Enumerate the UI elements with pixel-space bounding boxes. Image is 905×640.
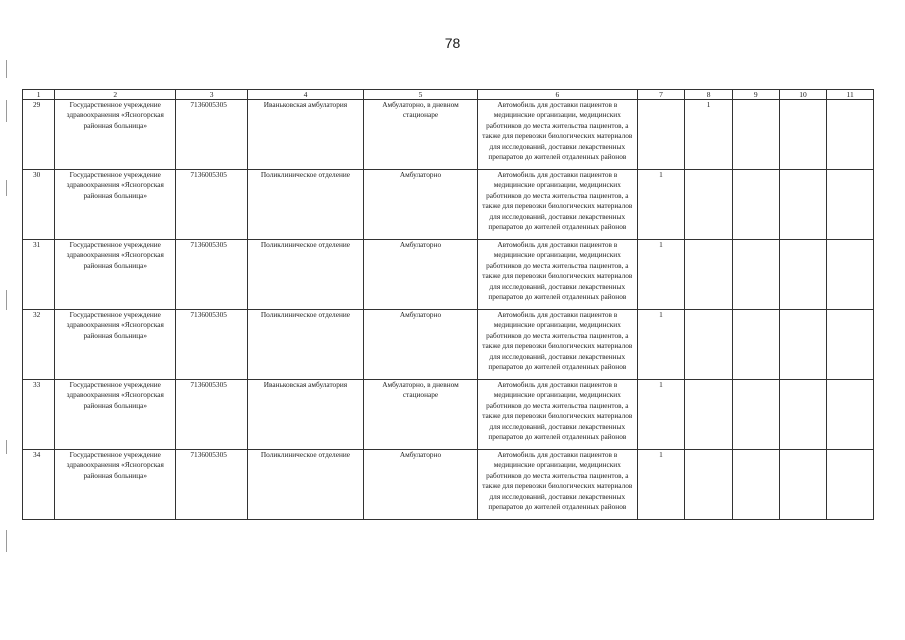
column-header: 7: [637, 90, 685, 100]
col10-cell: [779, 170, 827, 240]
data-table: [22, 89, 874, 520]
col7-cell: 1: [637, 240, 685, 310]
inn-cell: 7136005305: [176, 100, 248, 170]
col8-cell: [685, 310, 733, 380]
table-row: [23, 100, 874, 170]
organization-cell: Государственное учреждение здравоохранения «Ясногорская районная больница»: [55, 100, 176, 170]
description-cell: Автомобиль для доставки пациентов в медицинские организации, медицинских работников до места жительства пациентов, а также для перевозки биологических материалов для исследований, доставки лекарственных препаратов до жителей отдаленных районов: [478, 450, 638, 520]
inn-cell: 7136005305: [176, 380, 248, 450]
col11-cell: [827, 240, 874, 310]
division-cell: Иваньковская амбулатория: [247, 380, 363, 450]
col9-cell: [732, 310, 779, 380]
col7-cell: 1: [637, 310, 685, 380]
division-cell: Поликлиническое отделение: [247, 450, 363, 520]
division-cell: Поликлиническое отделение: [247, 240, 363, 310]
inn-cell: 7136005305: [176, 170, 248, 240]
conditions-cell: Амбулаторно: [363, 450, 477, 520]
column-header: 2: [55, 90, 176, 100]
organization-cell: Государственное учреждение здравоохранения «Ясногорская районная больница»: [55, 240, 176, 310]
inn-cell: 7136005305: [176, 450, 248, 520]
description-cell: Автомобиль для доставки пациентов в медицинские организации, медицинских работников до места жительства пациентов, а также для перевозки биологических материалов для исследований, доставки лекарственных препаратов до жителей отдаленных районов: [478, 170, 638, 240]
col8-cell: [685, 240, 733, 310]
col7-cell: [637, 100, 685, 170]
col10-cell: [779, 240, 827, 310]
col11-cell: [827, 380, 874, 450]
description-cell: Автомобиль для доставки пациентов в медицинские организации, медицинских работников до места жительства пациентов, а также для перевозки биологических материалов для исследований, доставки лекарственных препаратов до жителей отдаленных районов: [478, 100, 638, 170]
description-cell: Автомобиль для доставки пациентов в медицинские организации, медицинских работников до места жительства пациентов, а также для перевозки биологических материалов для исследований, доставки лекарственных препаратов до жителей отдаленных районов: [478, 310, 638, 380]
column-header: 11: [827, 90, 874, 100]
row-number: 33: [23, 380, 55, 450]
column-header: 5: [363, 90, 477, 100]
column-header: 3: [176, 90, 248, 100]
col7-cell: 1: [637, 170, 685, 240]
description-cell: Автомобиль для доставки пациентов в медицинские организации, медицинских работников до места жительства пациентов, а также для перевозки биологических материалов для исследований, доставки лекарственных препаратов до жителей отдаленных районов: [478, 240, 638, 310]
table-row: [23, 240, 874, 310]
column-header: 4: [247, 90, 363, 100]
table-row: [23, 310, 874, 380]
row-number: 32: [23, 310, 55, 380]
table-row: [23, 450, 874, 520]
organization-cell: Государственное учреждение здравоохранения «Ясногорская районная больница»: [55, 170, 176, 240]
col11-cell: [827, 450, 874, 520]
description-cell: Автомобиль для доставки пациентов в медицинские организации, медицинских работников до места жительства пациентов, а также для перевозки биологических материалов для исследований, доставки лекарственных препаратов до жителей отдаленных районов: [478, 380, 638, 450]
table-row: [23, 170, 874, 240]
col9-cell: [732, 380, 779, 450]
column-header: 1: [23, 90, 55, 100]
col8-cell: [685, 450, 733, 520]
row-number: 29: [23, 100, 55, 170]
col11-cell: [827, 310, 874, 380]
division-cell: Поликлиническое отделение: [247, 170, 363, 240]
column-header: 6: [478, 90, 638, 100]
conditions-cell: Амбулаторно: [363, 240, 477, 310]
inn-cell: 7136005305: [176, 310, 248, 380]
conditions-cell: Амбулаторно, в дневном стационаре: [363, 100, 477, 170]
conditions-cell: Амбулаторно: [363, 170, 477, 240]
col7-cell: 1: [637, 450, 685, 520]
organization-cell: Государственное учреждение здравоохранения «Ясногорская районная больница»: [55, 310, 176, 380]
page-number: 78: [444, 35, 461, 51]
row-number: 34: [23, 450, 55, 520]
organization-cell: Государственное учреждение здравоохранения «Ясногорская районная больница»: [55, 450, 176, 520]
col7-cell: 1: [637, 380, 685, 450]
col9-cell: [732, 100, 779, 170]
col8-cell: [685, 170, 733, 240]
col9-cell: [732, 450, 779, 520]
col9-cell: [732, 240, 779, 310]
col8-cell: 1: [685, 100, 733, 170]
col8-cell: [685, 380, 733, 450]
division-cell: Иваньковская амбулатория: [247, 100, 363, 170]
inn-cell: 7136005305: [176, 240, 248, 310]
conditions-cell: Амбулаторно, в дневном стационаре: [363, 380, 477, 450]
conditions-cell: Амбулаторно: [363, 310, 477, 380]
column-header: 8: [685, 90, 733, 100]
table-row: [23, 380, 874, 450]
col10-cell: [779, 310, 827, 380]
col10-cell: [779, 100, 827, 170]
col9-cell: [732, 170, 779, 240]
col11-cell: [827, 170, 874, 240]
col10-cell: [779, 450, 827, 520]
col10-cell: [779, 380, 827, 450]
division-cell: Поликлиническое отделение: [247, 310, 363, 380]
row-number: 30: [23, 170, 55, 240]
organization-cell: Государственное учреждение здравоохранения «Ясногорская районная больница»: [55, 380, 176, 450]
column-header: 10: [779, 90, 827, 100]
row-number: 31: [23, 240, 55, 310]
column-header: 9: [732, 90, 779, 100]
table-header-row: [23, 90, 874, 100]
col11-cell: [827, 100, 874, 170]
